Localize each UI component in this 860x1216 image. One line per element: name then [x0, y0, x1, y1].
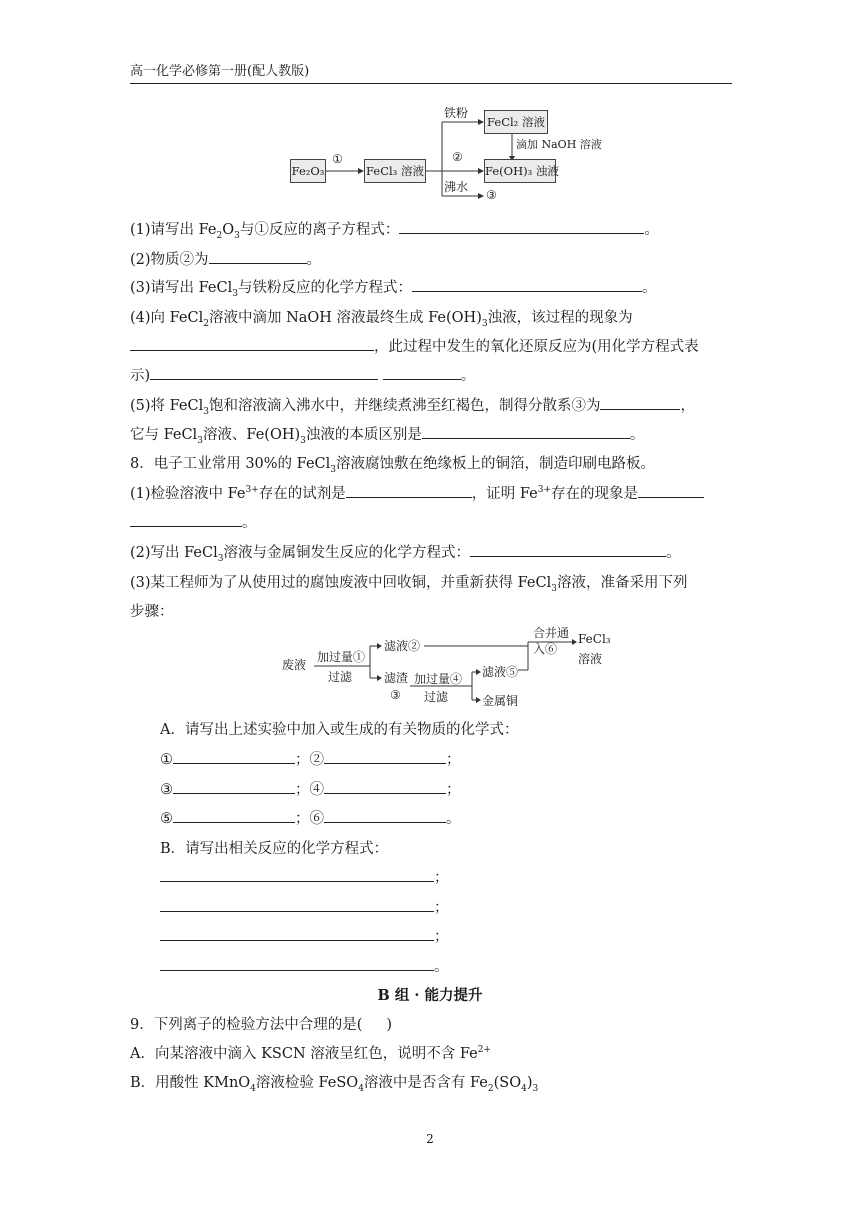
page-header	[130, 60, 732, 84]
answer-blank[interactable]	[399, 219, 644, 234]
filter-1-label: 过滤	[328, 670, 353, 684]
answer-blank[interactable]	[160, 897, 434, 912]
q7-part4-line3: 示) 。	[130, 364, 475, 385]
reaction-flow-diagram-1	[280, 98, 620, 210]
residue-label: 滤渣	[384, 671, 409, 685]
step2-label: ②	[452, 150, 463, 164]
fecl2-box: FeCl₂ 溶液	[484, 110, 548, 134]
filtrate-2-label: 滤液②	[384, 639, 421, 653]
answer-blank[interactable]	[422, 424, 630, 439]
combine-label: 合并通	[533, 626, 570, 640]
answer-blank[interactable]	[600, 395, 680, 410]
q7-part5-line2: 它与 FeCl$_3$溶液、$Fe(OH)_3$浊液的本质区别是 。	[130, 423, 644, 446]
q8-partB-line1: ；	[160, 866, 449, 887]
step1-label: ①	[332, 152, 343, 166]
answer-blank[interactable]	[470, 542, 666, 557]
solution-product-label: 溶液	[578, 652, 603, 666]
q9-option-b[interactable]: B．用酸性 KMnO$_4$溶液检验 FeSO$_4$溶液中是否含有 $Fe_2(SO_4)_3$	[130, 1075, 539, 1094]
answer-blank[interactable]	[173, 779, 295, 794]
q8-partB-line4: 。	[160, 955, 449, 976]
tiefen-label: 铁粉	[444, 106, 469, 120]
answer-blank[interactable]	[130, 336, 374, 351]
q8-part1-line2: 。	[130, 511, 257, 532]
answer-blank[interactable]	[150, 365, 378, 380]
fecl3-box: FeCl₃ 溶液	[364, 159, 426, 183]
recovery-flow-diagram	[280, 626, 620, 710]
q7-part4-line1: (4)向 FeCl$_2$溶液中滴加 NaOH 溶液最终生成 $Fe(OH)_3$浊液，该过程的现象为	[130, 310, 633, 329]
answer-blank[interactable]	[324, 779, 446, 794]
q9-stem: 9．下列离子的检验方法中合理的是( )	[130, 1017, 393, 1033]
q7-part4-line2: ，此过程中发生的氧化还原反应为(用化学方程式表	[130, 335, 699, 356]
fecl3-product-label: FeCl₃	[578, 632, 611, 646]
pass-in-6-label: 入⑥	[533, 642, 558, 656]
answer-blank[interactable]	[346, 483, 472, 498]
answer-blank[interactable]	[638, 483, 704, 498]
answer-blank[interactable]	[130, 512, 242, 527]
answer-blank[interactable]	[173, 749, 295, 764]
residue-3-label: ③	[390, 688, 401, 702]
q8-part3-line2: 步骤：	[130, 604, 174, 620]
q7-part3: (3)请写出 FeCl$_3$与铁粉反应的化学方程式： 。	[130, 276, 656, 299]
section-b-title: B 组 · 能力提升	[377, 987, 483, 1004]
feoh3-box: Fe(OH)₃ 浊液	[484, 159, 556, 183]
q8-part3-line1: (3)某工程师为了从使用过的腐蚀废液中回收铜，并重新获得 FeCl$_3$溶液，准备采用下列	[130, 575, 688, 594]
q8-partB-line3: ；	[160, 925, 449, 946]
waste-liquid-label: 废液	[282, 658, 307, 672]
answer-blank[interactable]	[160, 926, 434, 941]
boiling-water-label: 沸水	[444, 180, 469, 194]
q7-part5-line1: (5)将 FeCl$_3$饱和溶液滴入沸水中，并继续煮沸至红褐色，制得分散系③为 ，	[130, 394, 695, 417]
answer-blank[interactable]	[209, 249, 307, 264]
answer-blank[interactable]	[160, 867, 434, 882]
q8-partA-row3: ⑤ ；⑥ 。	[160, 807, 461, 828]
answer-blank[interactable]	[383, 365, 461, 380]
answer-blank[interactable]	[160, 956, 434, 971]
q9-option-a[interactable]: A．向某溶液中滴入 KSCN 溶液呈红色，说明不含 $Fe^{2+}$	[130, 1045, 491, 1062]
naoh-label: 滴加 NaOH 溶液	[516, 138, 602, 151]
q8-part2: (2)写出 FeCl$_3$溶液与金属铜发生反应的化学方程式： 。	[130, 541, 680, 564]
add-excess-4-label: 加过量④	[414, 672, 463, 686]
q8-partA-row1: ① ；② ；	[160, 748, 461, 769]
q7-part2: (2)物质②为 。	[130, 248, 321, 269]
header-title: 高一化学必修第一册(配人教版)	[130, 64, 310, 79]
add-excess-1-label: 加过量①	[317, 650, 366, 664]
q8-intro: 8．电子工业常用 30%的 FeCl$_3$溶液腐蚀敷在绝缘板上的铜箔，制造印刷电路板。	[130, 456, 655, 475]
q8-partA-prompt: A．请写出上述实验中加入或生成的有关物质的化学式：	[160, 722, 519, 738]
q8-part1-line1: (1)检验溶液中 $Fe^{3+}$存在的试剂是 ，证明 $Fe^{3+}$存在的现象是	[130, 482, 704, 503]
q8-partB-prompt: B．请写出相关反应的化学方程式：	[160, 841, 389, 857]
answer-blank[interactable]	[324, 808, 446, 823]
answer-blank[interactable]	[324, 749, 446, 764]
fe2o3-box: Fe₂O₃	[290, 159, 326, 183]
step3-label: ③	[486, 188, 497, 202]
filtrate-5-label: 滤液⑤	[482, 665, 519, 679]
page-number: 2	[426, 1132, 434, 1146]
filter-2-label: 过滤	[424, 690, 449, 704]
q8-partA-row2: ③ ；④ ；	[160, 778, 461, 799]
copper-metal-label: 金属铜	[482, 694, 519, 708]
q8-partB-line2: ；	[160, 896, 449, 917]
q7-part1: (1)请写出 $Fe_2O_3$与①反应的离子方程式： 。	[130, 218, 659, 241]
answer-blank[interactable]	[173, 808, 295, 823]
answer-blank[interactable]	[412, 277, 642, 292]
